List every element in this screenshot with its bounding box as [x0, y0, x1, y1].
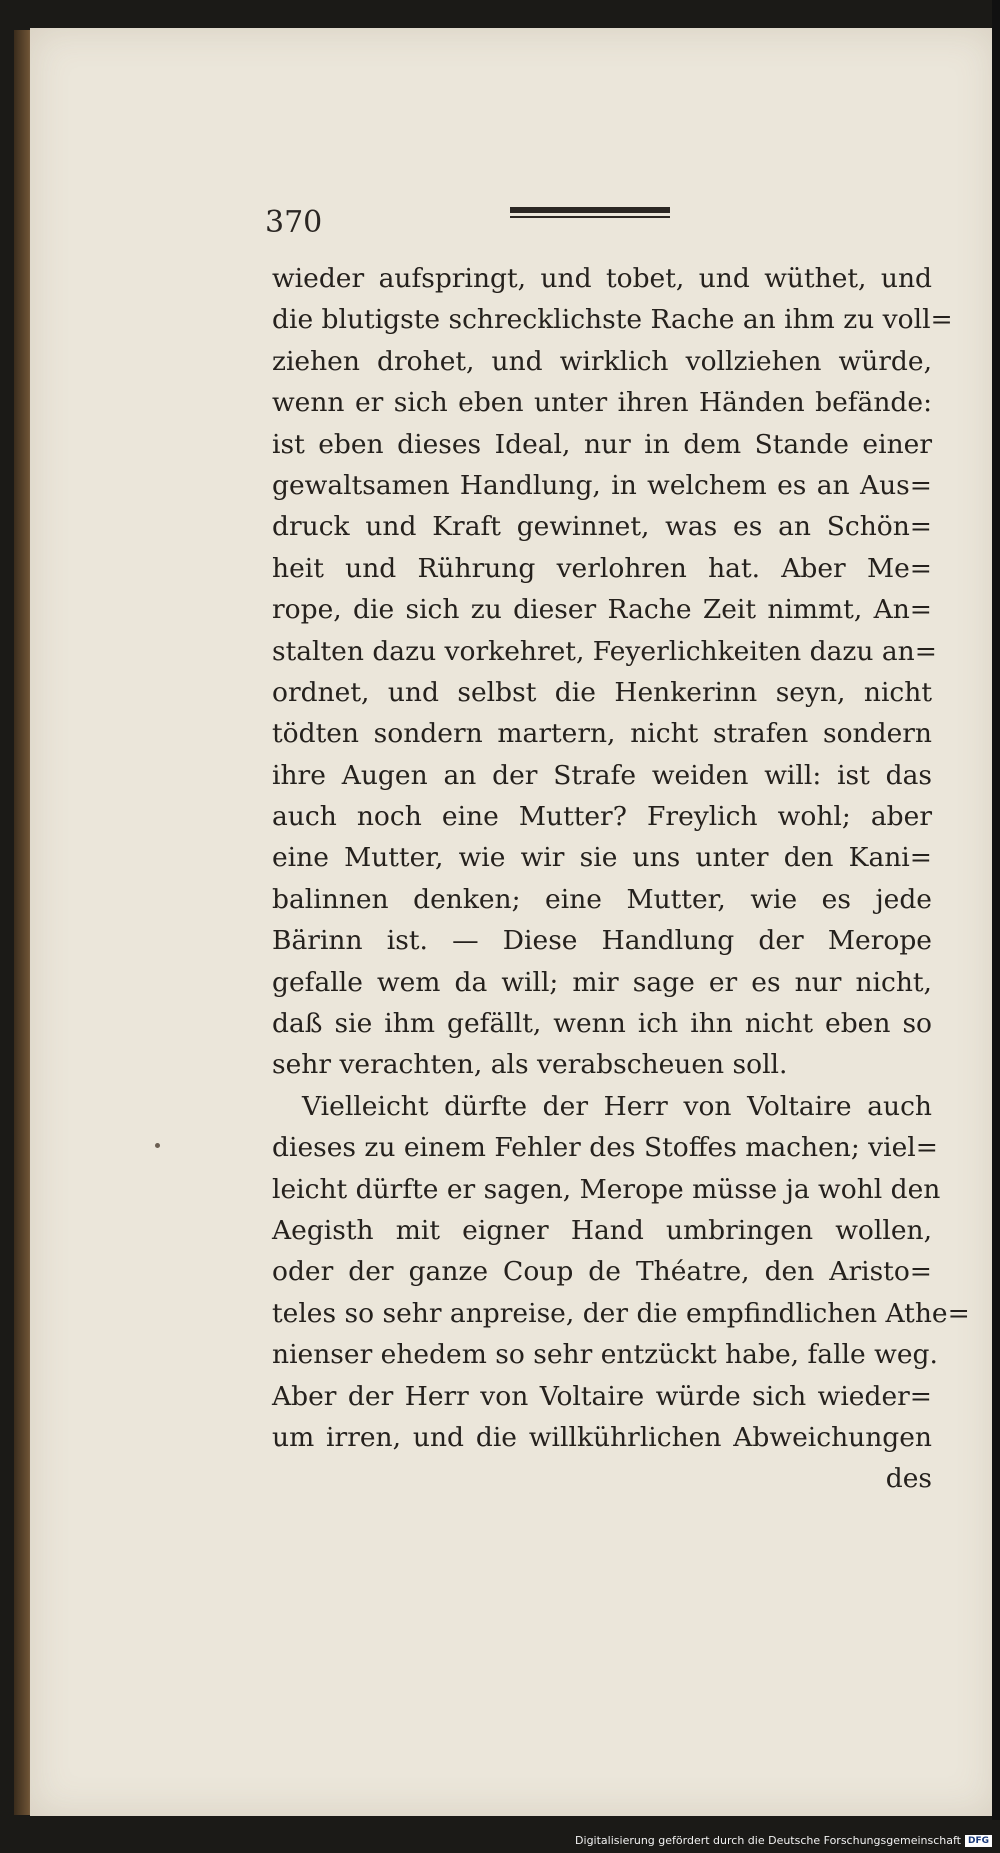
text-line: daß sie ihm gefällt, wenn ich ihn nicht eben so	[272, 1008, 932, 1040]
right-margin-dark	[992, 0, 1000, 1853]
catchword: des	[885, 1463, 932, 1495]
text-line: dieses zu einem Fehler des Stoffes machen; viel=	[272, 1132, 938, 1164]
header-rule-thin	[510, 216, 670, 218]
text-line: rope, die sich zu dieser Rache Zeit nimmt, An=	[272, 594, 932, 626]
page-header	[265, 205, 785, 255]
header-rule	[510, 205, 670, 221]
text-line: teles so sehr anpreise, der die empfindlichen Athe=	[272, 1297, 970, 1329]
text-line: wieder aufspringt, und tobet, und wüthet, und	[272, 263, 932, 294]
text-line: gewaltsamen Handlung, in welchem es an Aus=	[272, 469, 932, 501]
text-line: sehr verachten, als verabscheuen soll.	[272, 1049, 788, 1081]
text-line: nienser ehedem so sehr entzückt habe, falle weg.	[272, 1339, 938, 1371]
text-line: gefalle wem da will; mir sage er es nur nicht,	[272, 966, 932, 998]
body-text	[272, 258, 970, 1500]
text-line: balinnen denken; eine Mutter, wie es jede	[272, 883, 932, 915]
text-line: ziehen drohet, und wirklich vollziehen würde,	[272, 345, 932, 377]
text-line: ihre Augen an der Strafe weiden will: ist das	[272, 759, 932, 791]
text-line: um irren, und die willkührlichen Abweichungen	[272, 1421, 932, 1453]
header-rule-thick	[510, 207, 670, 213]
paragraph-start-line: Vielleicht dürfte der Herr von Voltaire auch	[302, 1090, 932, 1122]
credit-text: Digitalisierung gefördert durch die Deutsche Forschungsgemeinschaft	[575, 1834, 961, 1847]
text-line: oder der ganze Coup de Théatre, den Aristo=	[272, 1256, 932, 1288]
page-number: 370	[265, 205, 323, 240]
text-line: druck und Kraft gewinnet, was es an Schön=	[272, 511, 932, 543]
text-line: ist eben dieses Ideal, nur in dem Stande einer	[272, 428, 932, 460]
text-line: wenn er sich eben unter ihren Händen befände:	[272, 387, 932, 419]
text-line: stalten dazu vorkehret, Feyerlichkeiten dazu an=	[272, 635, 937, 667]
paper-speck	[155, 1143, 160, 1148]
text-line: Aegisth mit eigner Hand umbringen wollen,	[272, 1214, 932, 1246]
text-line: leicht dürfte er sagen, Merope müsse ja wohl den	[272, 1173, 941, 1205]
text-line: Aber der Herr von Voltaire würde sich wieder=	[272, 1380, 932, 1412]
text-line: eine Mutter, wie wir sie uns unter den Kani=	[272, 842, 932, 874]
text-line: tödten sondern martern, nicht strafen sondern	[272, 718, 932, 750]
text-line: ordnet, und selbst die Henkerinn seyn, nicht	[272, 676, 932, 708]
footer-bar	[0, 1820, 1000, 1853]
text-line: heit und Rührung verlohren hat. Aber Me=	[272, 552, 932, 584]
text-line: auch noch eine Mutter? Freylich wohl; aber	[272, 801, 932, 833]
text-line: Bärinn ist. — Diese Handlung der Merope	[272, 925, 932, 957]
dfg-logo: DFG	[965, 1835, 992, 1847]
dfg-credit	[575, 1834, 992, 1847]
text-line: die blutigste schrecklichste Rache an ihm zu voll=	[272, 304, 953, 336]
